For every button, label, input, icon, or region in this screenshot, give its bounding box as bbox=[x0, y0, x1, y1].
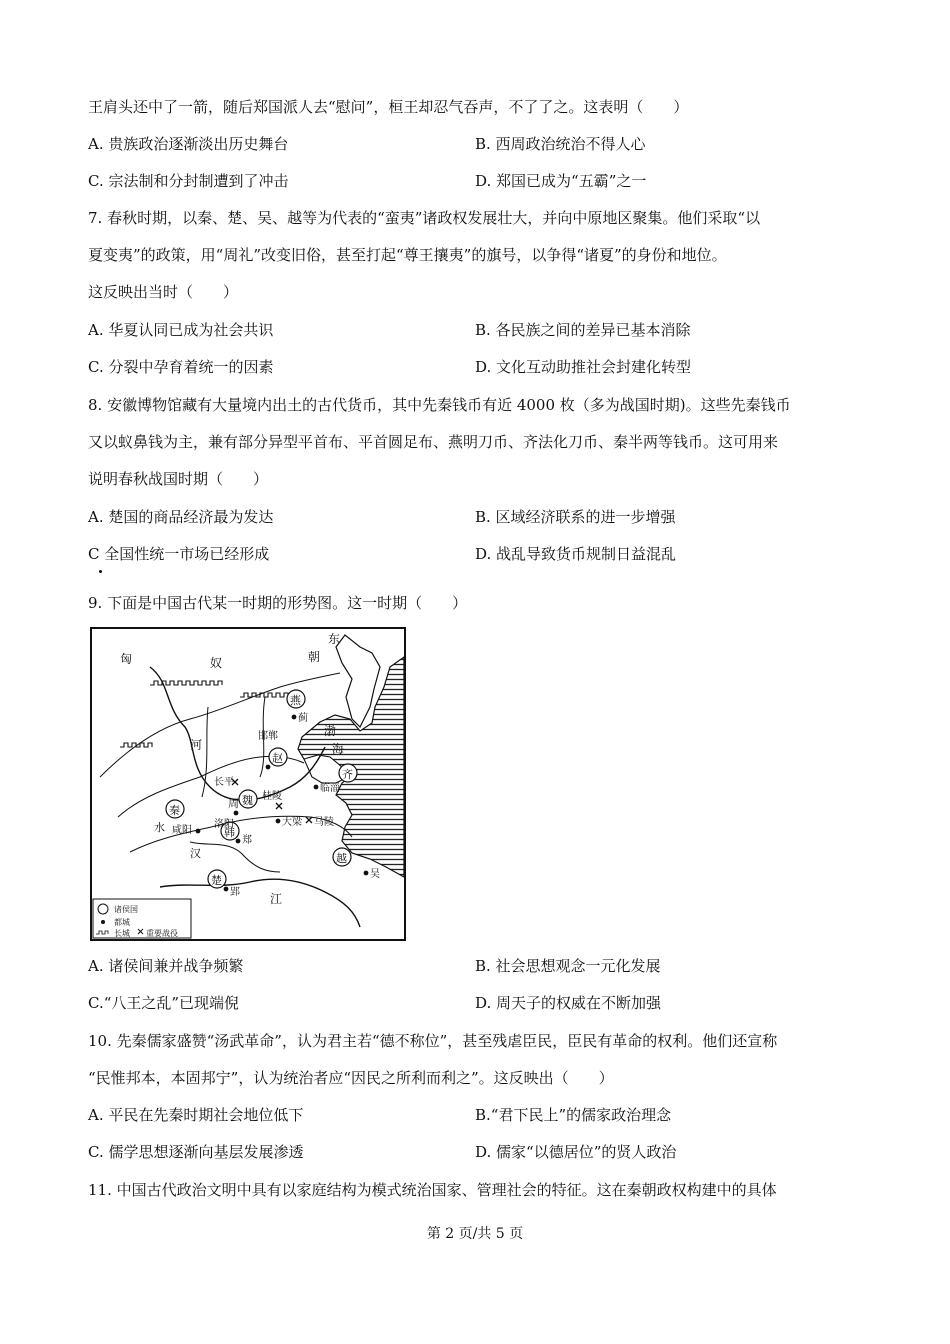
q9-option-c: C.“八王之乱”已现端倪 bbox=[88, 994, 240, 1012]
label-maling: 马陵 bbox=[314, 817, 334, 828]
q8-option-b: B. 区域经济联系的进一步增强 bbox=[475, 508, 676, 526]
q7-stem-line-1: 7. 春秋时期，以秦、楚、吴、越等为代表的“蛮夷”诸政权发展壮大，并向中原地区聚集。他们采取“以 bbox=[88, 209, 761, 227]
q8-option-c: C 全国性统一市场已经形成 bbox=[88, 545, 270, 563]
label-zhao: 赵 bbox=[272, 752, 283, 765]
label-ji: 蓟 bbox=[298, 713, 308, 724]
label-he: 河 bbox=[190, 738, 203, 752]
q8-stem-line-2: 又以蚁鼻钱为主，兼有部分异型平首布、平首圆足布、燕明刀币、齐法化刀币、秦半两等钱币。这可用来 bbox=[88, 433, 779, 451]
q6-option-d: D. 郑国已成为“五霸”之一 bbox=[475, 172, 647, 190]
legend-capital-label: 都城 bbox=[114, 918, 130, 927]
q7-option-b: B. 各民族之间的差异已基本消除 bbox=[475, 321, 691, 339]
label-daliang: 大梁 bbox=[282, 817, 302, 828]
label-zhou: 周 bbox=[228, 797, 239, 810]
q9-option-d: D. 周天子的权威在不断加强 bbox=[475, 994, 662, 1012]
label-luoyang: 洛阳 bbox=[214, 819, 234, 830]
label-chu: 楚 bbox=[211, 874, 222, 887]
label-wei: 魏 bbox=[242, 794, 253, 807]
q10-stem-line-1: 10. 先秦儒家盛赞“汤武革命”，认为君主若“德不称位”，甚至残虐臣民，臣民有革命的权利。他们还宣称 bbox=[88, 1032, 778, 1050]
q6-stem-end: 王肩头还中了一箭，随后郑国派人去“慰问”，桓王却忍气吞声，不了了之。这表明（ ） bbox=[88, 98, 689, 116]
q6-option-c: C. 宗法制和分封制遭到了冲击 bbox=[88, 172, 289, 190]
label-guiling: 桂陵 bbox=[262, 791, 282, 802]
q7-stem-line-2: 夏变夷”的政策，用“周礼”改变旧俗，甚至打起“尊王攘夷”的旗号，以争得“诸夏”的身份和地位。 bbox=[88, 246, 727, 264]
q10-option-b: B.“君下民上”的儒家政治理念 bbox=[475, 1106, 672, 1124]
legend-state-label: 诸侯国 bbox=[114, 905, 138, 914]
label-han: 韩 bbox=[224, 826, 235, 839]
label-zheng: 郑 bbox=[242, 835, 252, 846]
label-chao: 朝 bbox=[308, 650, 321, 664]
label-qin: 秦 bbox=[169, 804, 180, 817]
legend-wall-label: 长城 bbox=[114, 929, 130, 938]
stray-dot bbox=[99, 570, 102, 573]
warring-states-map bbox=[90, 627, 406, 941]
label-handan: 邯郸 bbox=[258, 731, 278, 742]
label-hai: 海 bbox=[332, 742, 345, 756]
label-yan: 燕 bbox=[290, 694, 301, 707]
label-linzi: 临淄 bbox=[320, 783, 340, 794]
legend-battle-label: 重要战役 bbox=[146, 929, 178, 938]
q8-option-d: D. 战乱导致货币规制日益混乱 bbox=[475, 545, 677, 563]
label-shui: 水 bbox=[154, 821, 165, 834]
map-legend bbox=[93, 899, 191, 938]
label-yue: 越 bbox=[336, 852, 347, 865]
q10-option-d: D. 儒家“以德居位”的贤人政治 bbox=[475, 1143, 677, 1161]
label-bo: 渤 bbox=[324, 724, 337, 738]
label-xianyang: 咸阳 bbox=[172, 825, 192, 836]
label-wu: 吴 bbox=[370, 869, 380, 880]
label-nu: 奴 bbox=[210, 656, 223, 670]
q6-option-a: A. 贵族政治逐渐淡出历史舞台 bbox=[88, 135, 289, 153]
q8-stem-line-1: 8. 安徽博物馆藏有大量境内出土的古代货币，其中先秦钱币有近 4000 枚（多为战国时期)。这些先秦钱币 bbox=[88, 396, 791, 414]
q7-option-a: A. 华夏认同已成为社会共识 bbox=[88, 321, 274, 339]
q10-option-c: C. 儒学思想逐渐向基层发展渗透 bbox=[88, 1143, 304, 1161]
label-jiang: 江 bbox=[270, 892, 283, 906]
q8-stem-line-3: 说明春秋战国时期（ ） bbox=[88, 470, 269, 488]
q10-stem-line-2: “民惟邦本，本固邦宁”，认为统治者应“因民之所利而利之”。这反映出（ ） bbox=[88, 1069, 614, 1087]
label-qi: 齐 bbox=[342, 768, 353, 781]
label-han-river: 汉 bbox=[190, 847, 201, 860]
q8-option-a: A. 楚国的商品经济最为发达 bbox=[88, 508, 274, 526]
q7-option-c: C. 分裂中孕育着统一的因素 bbox=[88, 358, 274, 376]
page-footer: 第 2 页/共 5 页 bbox=[426, 1226, 524, 1242]
q6-option-b: B. 西周政治统治不得人心 bbox=[475, 135, 646, 153]
q7-option-d: D. 文化互动助推社会封建化转型 bbox=[475, 358, 692, 376]
label-ying: 郢 bbox=[230, 887, 240, 898]
q9-option-b: B. 社会思想观念一元化发展 bbox=[475, 957, 661, 975]
q9-option-a: A. 诸侯间兼并战争频繁 bbox=[88, 957, 244, 975]
q10-option-a: A. 平民在先秦时期社会地位低下 bbox=[88, 1106, 304, 1124]
label-dong: 东 bbox=[328, 632, 341, 646]
q9-stem: 9. 下面是中国古代某一时期的形势图。这一时期（ ） bbox=[88, 594, 468, 612]
q11-stem: 11. 中国古代政治文明中具有以家庭结构为模式统治国家、管理社会的特征。这在秦朝政权构建中的具体 bbox=[88, 1181, 777, 1199]
label-xiong: 匈 bbox=[120, 652, 133, 666]
label-changping: 长平 bbox=[214, 777, 234, 788]
q7-stem-line-3: 这反映出当时（ ） bbox=[88, 283, 239, 301]
